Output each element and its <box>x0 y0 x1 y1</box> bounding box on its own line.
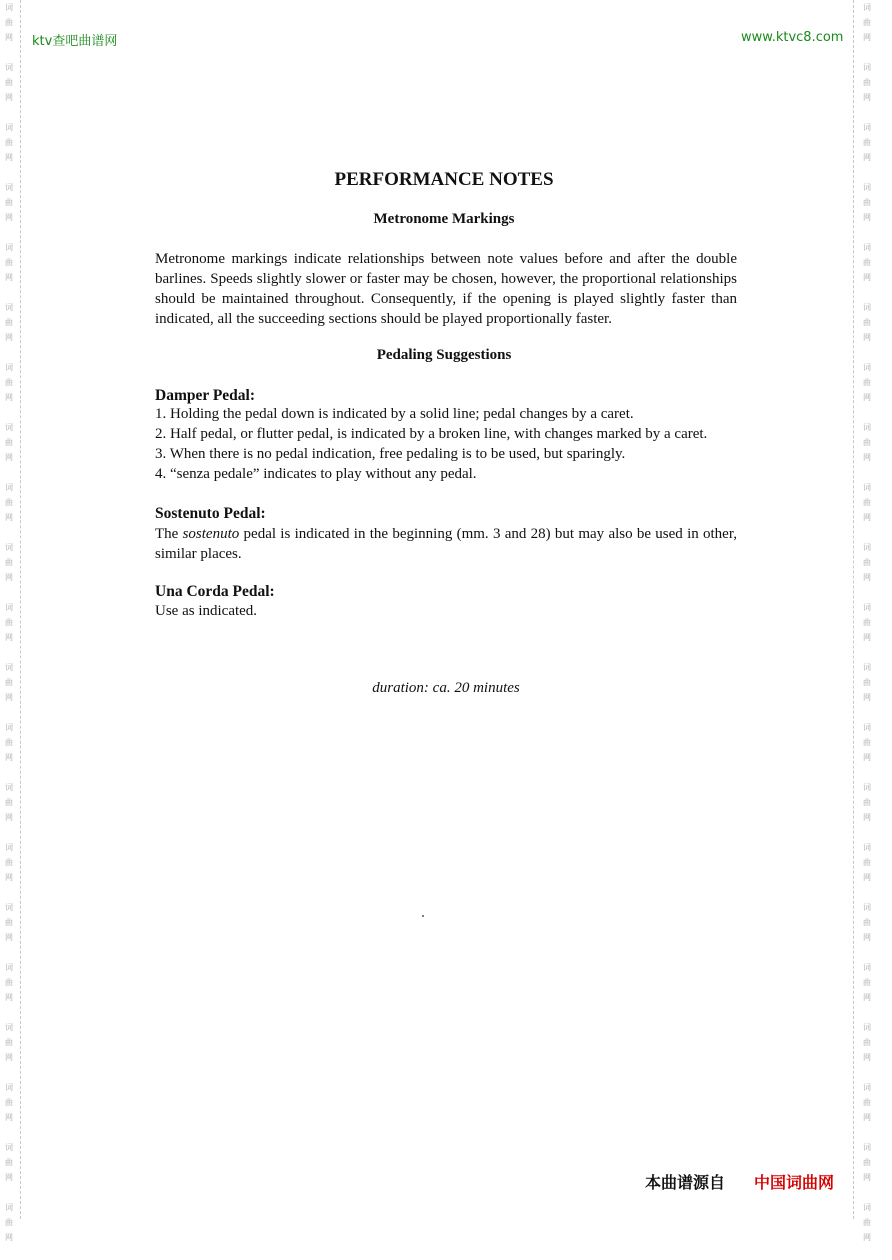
watermark-block <box>2 540 16 600</box>
watermark-block <box>860 240 874 300</box>
watermark-glyph: 词 <box>863 483 871 492</box>
footer-source-label: 本曲谱源自 <box>645 1173 726 1192</box>
header-site-name[interactable]: ktv查吧曲谱网 <box>32 34 118 49</box>
watermark-glyph: 曲 <box>5 558 13 567</box>
watermark-glyph: 网 <box>5 813 13 822</box>
watermark-glyph: 词 <box>5 483 13 492</box>
watermark-block <box>860 1200 874 1260</box>
watermark-block <box>860 540 874 600</box>
watermark-glyph: 网 <box>5 453 13 462</box>
watermark-glyph: 曲 <box>5 618 13 627</box>
watermark-block <box>860 420 874 480</box>
damper-item-3: 3. When there is no pedal indication, free pedaling is to be used, but sparingly. <box>155 446 626 462</box>
watermark-glyph: 曲 <box>863 1158 871 1167</box>
watermark-glyph: 网 <box>863 93 871 102</box>
watermark-glyph: 曲 <box>5 1218 13 1227</box>
watermark-block <box>2 840 16 900</box>
watermark-glyph: 曲 <box>5 438 13 447</box>
watermark-glyph: 曲 <box>863 1098 871 1107</box>
watermark-glyph: 曲 <box>863 558 871 567</box>
watermark-glyph: 词 <box>863 543 871 552</box>
watermark-block <box>2 360 16 420</box>
watermark-glyph: 词 <box>863 1143 871 1152</box>
watermark-block <box>860 1080 874 1140</box>
watermark-block <box>2 900 16 960</box>
watermark-block <box>860 0 874 60</box>
watermark-glyph: 词 <box>5 903 13 912</box>
watermark-glyph: 曲 <box>863 858 871 867</box>
watermark-glyph: 网 <box>5 33 13 42</box>
watermark-glyph: 网 <box>5 273 13 282</box>
watermark-glyph: 词 <box>5 783 13 792</box>
watermark-glyph: 词 <box>5 843 13 852</box>
watermark-block <box>2 1200 16 1260</box>
damper-item-2: 2. Half pedal, or flutter pedal, is indicated by a broken line, with changes marked by a caret. <box>155 426 708 442</box>
footer-site-name[interactable]: 中国词曲网 <box>754 1173 835 1192</box>
watermark-glyph: 词 <box>863 903 871 912</box>
watermark-glyph: 网 <box>863 513 871 522</box>
watermark-block <box>860 600 874 660</box>
watermark-block <box>860 900 874 960</box>
watermark-glyph: 曲 <box>863 258 871 267</box>
duration-note: duration: ca. 20 minutes <box>372 680 520 696</box>
watermark-glyph: 网 <box>863 933 871 942</box>
watermark-glyph: 曲 <box>5 18 13 27</box>
watermark-glyph: 网 <box>5 333 13 342</box>
watermark-block <box>2 1020 16 1080</box>
watermark-glyph: 词 <box>5 723 13 732</box>
watermark-glyph: 曲 <box>5 678 13 687</box>
metronome-heading: Metronome Markings <box>373 211 515 227</box>
watermark-glyph: 曲 <box>863 978 871 987</box>
watermark-glyph: 曲 <box>863 318 871 327</box>
watermark-glyph: 词 <box>863 603 871 612</box>
una-corda-pedal-heading: Una Corda Pedal: <box>155 583 275 600</box>
watermark-glyph: 词 <box>863 843 871 852</box>
page-title: PERFORMANCE NOTES <box>334 169 554 190</box>
watermark-glyph: 词 <box>5 1143 13 1152</box>
watermark-glyph: 网 <box>5 153 13 162</box>
watermark-glyph: 曲 <box>5 138 13 147</box>
watermark-block <box>860 60 874 120</box>
watermark-glyph: 曲 <box>5 258 13 267</box>
watermark-glyph: 词 <box>5 543 13 552</box>
watermark-glyph: 曲 <box>5 378 13 387</box>
watermark-glyph: 曲 <box>863 678 871 687</box>
watermark-glyph: 曲 <box>5 738 13 747</box>
watermark-glyph: 词 <box>5 1023 13 1032</box>
sostenuto-paragraph <box>155 524 737 564</box>
damper-item-4: 4. “senza pedale” indicates to play without any pedal. <box>155 466 477 482</box>
watermark-block <box>860 960 874 1020</box>
watermark-glyph: 曲 <box>5 1098 13 1107</box>
watermark-glyph: 词 <box>863 783 871 792</box>
watermark-glyph: 词 <box>863 183 871 192</box>
watermark-glyph: 网 <box>5 933 13 942</box>
watermark-glyph: 词 <box>5 663 13 672</box>
watermark-block <box>2 960 16 1020</box>
watermark-block <box>860 720 874 780</box>
watermark-glyph: 词 <box>863 1023 871 1032</box>
watermark-glyph: 词 <box>863 1203 871 1212</box>
watermark-glyph: 词 <box>863 363 871 372</box>
watermark-block <box>2 600 16 660</box>
watermark-glyph: 曲 <box>863 618 871 627</box>
watermark-glyph: 网 <box>863 693 871 702</box>
watermark-glyph: 词 <box>5 603 13 612</box>
watermark-glyph: 网 <box>5 1053 13 1062</box>
watermark-glyph: 词 <box>5 123 13 132</box>
watermark-glyph: 曲 <box>863 378 871 387</box>
watermark-glyph: 网 <box>863 33 871 42</box>
watermark-glyph: 曲 <box>863 1038 871 1047</box>
watermark-block <box>2 720 16 780</box>
damper-item-1: 1. Holding the pedal down is indicated by a solid line; pedal changes by a caret. <box>155 406 634 422</box>
watermark-block <box>860 780 874 840</box>
watermark-glyph: 曲 <box>5 318 13 327</box>
watermark-glyph: 网 <box>5 1113 13 1122</box>
watermark-glyph: 网 <box>863 753 871 762</box>
sostenuto-text-post: pedal is indicated in the beginning (mm. 3 and 28) but may also be used in other, similar places. <box>155 526 737 562</box>
watermark-glyph: 词 <box>5 423 13 432</box>
watermark-glyph: 网 <box>863 1233 871 1242</box>
watermark-glyph: 网 <box>5 753 13 762</box>
watermark-glyph: 词 <box>5 183 13 192</box>
watermark-block <box>860 360 874 420</box>
watermark-glyph: 词 <box>863 723 871 732</box>
watermark-glyph: 网 <box>5 513 13 522</box>
watermark-glyph: 网 <box>5 873 13 882</box>
watermark-glyph: 网 <box>863 213 871 222</box>
watermark-glyph: 网 <box>5 93 13 102</box>
watermark-glyph: 网 <box>863 153 871 162</box>
watermark-glyph: 网 <box>5 693 13 702</box>
watermark-block <box>2 1080 16 1140</box>
watermark-glyph: 词 <box>863 423 871 432</box>
watermark-glyph: 网 <box>5 1173 13 1182</box>
watermark-glyph: 曲 <box>863 498 871 507</box>
watermark-glyph: 曲 <box>863 78 871 87</box>
watermark-glyph: 曲 <box>863 18 871 27</box>
watermark-glyph: 网 <box>863 873 871 882</box>
watermark-glyph: 曲 <box>863 798 871 807</box>
watermark-glyph: 词 <box>863 303 871 312</box>
watermark-glyph: 词 <box>5 363 13 372</box>
watermark-glyph: 网 <box>863 633 871 642</box>
watermark-glyph: 曲 <box>5 798 13 807</box>
watermark-glyph: 网 <box>5 213 13 222</box>
watermark-glyph: 网 <box>863 573 871 582</box>
watermark-glyph: 网 <box>863 453 871 462</box>
watermark-glyph: 网 <box>863 993 871 1002</box>
watermark-glyph: 网 <box>5 393 13 402</box>
watermark-glyph: 词 <box>5 303 13 312</box>
watermark-glyph: 曲 <box>5 1038 13 1047</box>
watermark-glyph: 网 <box>5 573 13 582</box>
sostenuto-term: sostenuto <box>182 526 240 542</box>
una-corda-text: Use as indicated. <box>155 603 258 619</box>
watermark-glyph: 网 <box>863 333 871 342</box>
watermark-glyph: 曲 <box>863 1218 871 1227</box>
watermark-glyph: 曲 <box>5 858 13 867</box>
watermark-glyph: 网 <box>863 393 871 402</box>
watermark-glyph: 词 <box>863 1083 871 1092</box>
watermark-glyph: 网 <box>5 633 13 642</box>
watermark-glyph: 曲 <box>863 138 871 147</box>
watermark-glyph: 网 <box>5 993 13 1002</box>
sostenuto-pedal-heading: Sostenuto Pedal: <box>155 505 266 522</box>
watermark-glyph: 词 <box>863 963 871 972</box>
watermark-block <box>2 0 16 60</box>
watermark-glyph: 词 <box>5 63 13 72</box>
watermark-glyph: 网 <box>5 1233 13 1242</box>
metronome-paragraph: Metronome markings indicate relationships between note values before and after the double barlines. Speeds slightly slower or faster may be chosen, however, the proportional relationships should be maintained throughout. Consequently, if the opening is played slightly faster than indicated, all the succeeding sections should be played proportionally faster. <box>155 251 737 327</box>
watermark-glyph: 曲 <box>863 738 871 747</box>
stray-dot <box>422 915 424 917</box>
watermark-glyph: 曲 <box>5 1158 13 1167</box>
watermark-glyph: 曲 <box>5 498 13 507</box>
watermark-glyph: 词 <box>863 63 871 72</box>
watermark-glyph: 词 <box>5 1083 13 1092</box>
watermark-glyph: 网 <box>863 273 871 282</box>
watermark-glyph: 词 <box>863 663 871 672</box>
watermark-block <box>2 420 16 480</box>
sostenuto-text-pre: The <box>155 526 183 542</box>
watermark-glyph: 词 <box>863 243 871 252</box>
watermark-block <box>2 780 16 840</box>
watermark-glyph: 曲 <box>863 918 871 927</box>
watermark-block <box>2 480 16 540</box>
watermark-glyph: 词 <box>863 3 871 12</box>
watermark-block <box>2 240 16 300</box>
watermark-block <box>860 1140 874 1200</box>
watermark-glyph: 曲 <box>5 978 13 987</box>
header-site-url[interactable]: www.ktvc8.com <box>741 30 844 45</box>
watermark-glyph: 词 <box>5 3 13 12</box>
watermark-glyph: 曲 <box>5 78 13 87</box>
watermark-glyph: 曲 <box>5 198 13 207</box>
watermark-glyph: 网 <box>863 1113 871 1122</box>
watermark-glyph: 网 <box>863 813 871 822</box>
watermark-glyph: 网 <box>863 1053 871 1062</box>
watermark-glyph: 曲 <box>863 438 871 447</box>
watermark-block <box>860 480 874 540</box>
watermark-block <box>2 1140 16 1200</box>
watermark-glyph: 词 <box>5 1203 13 1212</box>
watermark-glyph: 词 <box>5 963 13 972</box>
watermark-glyph: 词 <box>863 123 871 132</box>
watermark-block <box>2 60 16 120</box>
watermark-glyph: 网 <box>863 1173 871 1182</box>
pedaling-heading: Pedaling Suggestions <box>376 347 512 363</box>
watermark-block <box>860 1020 874 1080</box>
damper-pedal-heading: Damper Pedal: <box>155 387 256 404</box>
watermark-glyph: 曲 <box>863 198 871 207</box>
watermark-block <box>860 840 874 900</box>
watermark-glyph: 曲 <box>5 918 13 927</box>
watermark-glyph: 词 <box>5 243 13 252</box>
